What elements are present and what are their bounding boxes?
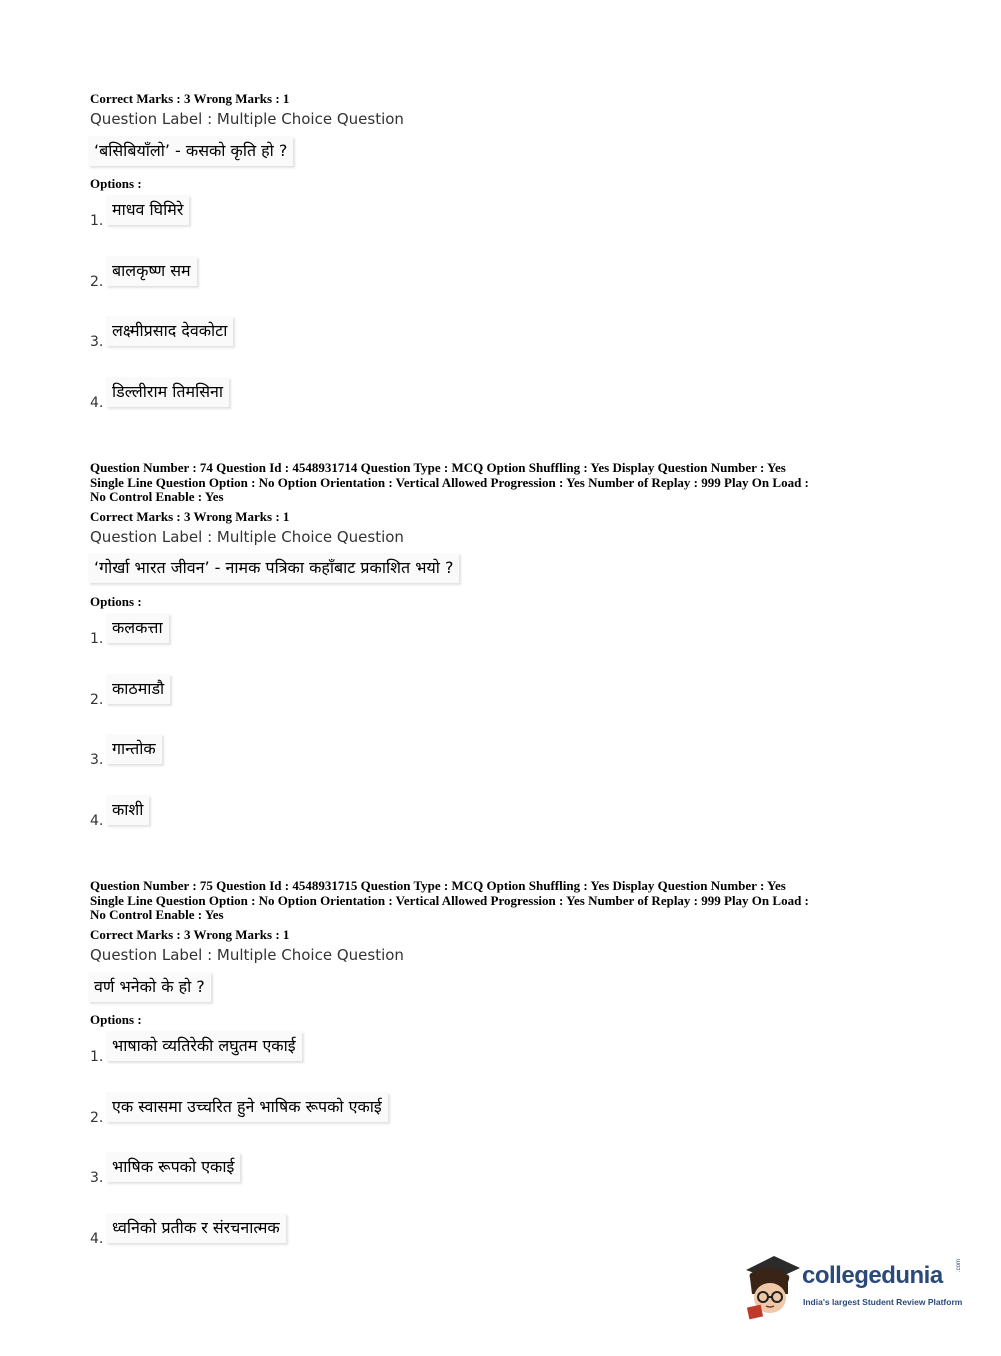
question-meta xyxy=(90,879,920,923)
option-text: काठमाडौ xyxy=(106,674,170,704)
marks-line: Correct Marks : 3 Wrong Marks : 1 xyxy=(90,91,290,106)
question-label: Question Label : Multiple Choice Question xyxy=(90,528,404,546)
logo-tagline: India's largest Student Review Platform xyxy=(803,1297,963,1307)
option-text: माधव घिमिरे xyxy=(106,195,189,225)
logo-wordmark: collegedunia xyxy=(802,1262,943,1289)
option-text: बालकृष्ण सम xyxy=(106,256,197,286)
options-heading: Options : xyxy=(90,176,142,191)
option-number: 1. xyxy=(90,213,104,229)
marks-line: Correct Marks : 3 Wrong Marks : 1 xyxy=(90,927,290,942)
option-text: एक स्वासमा उच्चरित हुने भाषिक रूपको एकाई xyxy=(106,1092,388,1122)
option-number: 2. xyxy=(90,1110,104,1126)
meta-line: Question Number : 75 Question Id : 4548931715 Question Type : MCQ Option Shuffling : Yes Display Question Number : Yes xyxy=(90,878,786,893)
meta-line: No Control Enable : Yes xyxy=(90,907,224,922)
question-label: Question Label : Multiple Choice Question xyxy=(90,946,404,964)
marks-line: Correct Marks : 3 Wrong Marks : 1 xyxy=(90,509,290,524)
option-text: काशी xyxy=(106,795,149,825)
logo-suffix: .com xyxy=(956,1258,962,1272)
option-number: 4. xyxy=(90,813,104,829)
option-text: भाषिक रूपको एकाई xyxy=(106,1152,240,1182)
mascot-icon xyxy=(742,1250,802,1320)
option-number: 3. xyxy=(90,334,104,350)
meta-line: No Control Enable : Yes xyxy=(90,489,224,504)
question-meta xyxy=(90,461,920,505)
options-heading: Options : xyxy=(90,594,142,609)
option-text: ध्वनिको प्रतीक र संरचनात्मक xyxy=(106,1213,286,1243)
option-number: 1. xyxy=(90,1049,104,1065)
option-text: डिल्लीराम तिमसिना xyxy=(106,377,229,407)
option-number: 2. xyxy=(90,692,104,708)
option-text: गान्तोक xyxy=(106,734,162,764)
question-text: वर्ण भनेको के हो ? xyxy=(88,972,211,1002)
option-number: 2. xyxy=(90,274,104,290)
options-heading: Options : xyxy=(90,1012,142,1027)
meta-line: Question Number : 74 Question Id : 4548931714 Question Type : MCQ Option Shuffling : Yes Display Question Number : Yes xyxy=(90,460,786,475)
option-text: भाषाको व्यतिरेकी लघुतम एकाई xyxy=(106,1031,302,1061)
option-number: 4. xyxy=(90,1231,104,1247)
question-text: ‘बसिबियाँलो’ - कसको कृति हो ? xyxy=(88,136,293,166)
option-number: 3. xyxy=(90,752,104,768)
option-number: 4. xyxy=(90,395,104,411)
meta-line: Single Line Question Option : No Option Orientation : Vertical Allowed Progression : Yes Number of Replay : 999 Play On Load : xyxy=(90,474,809,490)
collegedunia-logo[interactable] xyxy=(742,1250,972,1320)
question-label: Question Label : Multiple Choice Question xyxy=(90,110,404,128)
meta-line: Single Line Question Option : No Option Orientation : Vertical Allowed Progression : Yes Number of Replay : 999 Play On Load : xyxy=(90,892,809,908)
option-number: 1. xyxy=(90,631,104,647)
option-number: 3. xyxy=(90,1170,104,1186)
option-text: कलकत्ता xyxy=(106,613,169,643)
option-text: लक्ष्मीप्रसाद देवकोटा xyxy=(106,316,233,346)
question-text: ‘गोर्खा भारत जीवन’ - नामक पत्रिका कहाँबाट प्रकाशित भयो ? xyxy=(88,553,459,583)
